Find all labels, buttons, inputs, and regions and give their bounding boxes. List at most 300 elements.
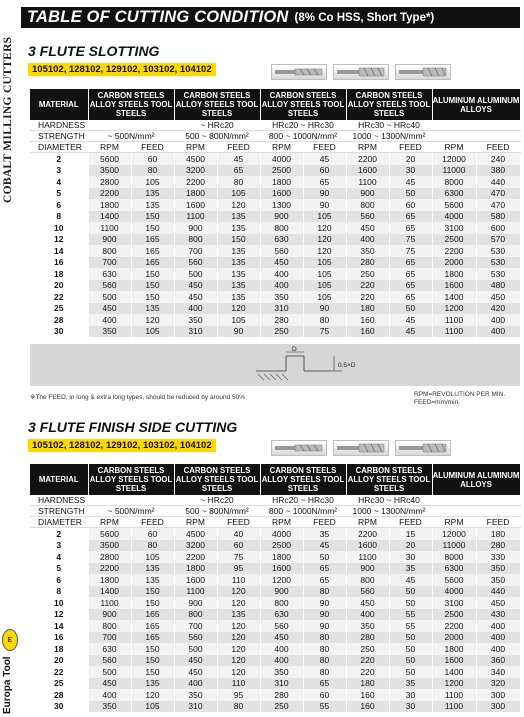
rpm-header: RPM [346, 142, 389, 153]
rpm-cell: 450 [346, 597, 389, 609]
feed-cell: 105 [217, 314, 260, 326]
rpm-cell: 280 [346, 632, 389, 644]
rpm-cell: 220 [346, 291, 389, 303]
strength-value: 800 ~ 1000N/mm² [260, 131, 346, 142]
diameter-cell: 3 [30, 540, 88, 552]
feed-cell: 50 [389, 303, 432, 315]
table-row [30, 609, 520, 621]
feed-cell: 165 [131, 245, 174, 257]
finish-data-rows [30, 528, 520, 713]
feed-cell: 60 [131, 528, 174, 540]
feed-cell: 15 [389, 528, 432, 540]
table-row [30, 188, 520, 200]
feed-header: FEED [131, 517, 174, 528]
feed-cell: 75 [389, 234, 432, 246]
rpm-cell: 4500 [174, 153, 217, 165]
feed-cell: 90 [217, 326, 260, 338]
feed-cell: 105 [303, 280, 346, 292]
diameter-cell: 2 [30, 528, 88, 540]
rpm-cell: 310 [260, 678, 303, 690]
feed-cell: 105 [131, 176, 174, 188]
feed-cell: 105 [303, 257, 346, 269]
rpm-cell: 560 [346, 586, 389, 598]
end-mill-icon [333, 440, 389, 456]
rpm-cell: 11000 [432, 165, 476, 177]
rpm-cell: 450 [346, 222, 389, 234]
table-row [30, 563, 520, 575]
rpm-cell: 1400 [432, 666, 476, 678]
material-header: MATERIAL [30, 89, 88, 120]
banner-subtitle: (8% Co HSS, Short Type*) [294, 11, 435, 24]
feed-cell: 400 [476, 326, 520, 338]
feed-cell: 165 [131, 234, 174, 246]
diameter-cell: 18 [30, 268, 88, 280]
rpm-cell: 310 [260, 303, 303, 315]
rpm-cell: 400 [260, 643, 303, 655]
feed-cell: 600 [476, 222, 520, 234]
hardness-value: HRc30 ~ HRc40 [346, 120, 432, 131]
feed-cell: 300 [476, 689, 520, 701]
rpm-cell: 1400 [432, 291, 476, 303]
rpm-cell: 3200 [174, 540, 217, 552]
diameter-cell: 6 [30, 199, 88, 211]
table-row [30, 666, 520, 678]
feed-cell: 50 [389, 597, 432, 609]
rpm-cell: 800 [346, 574, 389, 586]
feed-cell: 45 [389, 314, 432, 326]
rpm-cell: 160 [346, 689, 389, 701]
rpm-cell: 2800 [88, 551, 131, 563]
finish-tool-images [271, 440, 451, 456]
feed-cell: 75 [217, 551, 260, 563]
rpm-cell: 400 [346, 609, 389, 621]
rpm-cell: 1400 [88, 211, 131, 223]
side-title: COBALT MILLING CUTTERS [2, 36, 14, 204]
material-column-header: CARBON STEELS ALLOY STEELS TOOL STEELS [175, 466, 259, 493]
rpm-header: RPM [174, 517, 217, 528]
rpm-cell: 1400 [88, 586, 131, 598]
feed-cell: 30 [389, 689, 432, 701]
feed-cell: 120 [217, 620, 260, 632]
rpm-cell: 160 [346, 701, 389, 713]
feed-header: FEED [131, 142, 174, 153]
rpm-cell: 1600 [174, 574, 217, 586]
rpm-cell: 400 [260, 655, 303, 667]
rpm-cell: 2000 [432, 632, 476, 644]
rpm-header: RPM [260, 517, 303, 528]
rpm-cell: 400 [260, 268, 303, 280]
diameter-label: DIAMETER [30, 142, 88, 153]
feed-cell: 60 [217, 540, 260, 552]
table-row [30, 211, 520, 223]
hardness-label: HARDNESS [30, 495, 88, 506]
feed-cell: 50 [389, 586, 432, 598]
feed-cell: 65 [389, 280, 432, 292]
feed-cell: 105 [217, 188, 260, 200]
rpm-cell: 220 [346, 280, 389, 292]
feed-header: FEED [476, 517, 520, 528]
feed-cell: 135 [217, 245, 260, 257]
feed-cell: 135 [217, 291, 260, 303]
rpm-cell: 630 [260, 609, 303, 621]
diameter-cell: 25 [30, 678, 88, 690]
feed-note: FEED=mm/min. [414, 399, 461, 406]
feed-cell: 120 [131, 689, 174, 701]
table-row [30, 528, 520, 540]
feed-cell: 120 [217, 199, 260, 211]
feed-cell: 320 [476, 678, 520, 690]
brand-name: Europa Tool [2, 656, 13, 714]
rpm-cell: 310 [174, 326, 217, 338]
feed-cell: 65 [303, 176, 346, 188]
rpm-header: RPM [432, 142, 476, 153]
feed-cell: 120 [131, 314, 174, 326]
feed-cell: 350 [476, 563, 520, 575]
feed-cell: 400 [476, 620, 520, 632]
rpm-cell: 450 [174, 280, 217, 292]
rpm-cell: 900 [88, 234, 131, 246]
feed-cell: 65 [389, 291, 432, 303]
rpm-cell: 900 [174, 222, 217, 234]
finish-section-header [28, 419, 237, 453]
rpm-header: RPM [174, 142, 217, 153]
feed-cell: 330 [476, 551, 520, 563]
material-column-header: CARBON STEELS ALLOY STEELS TOOL STEELS [261, 91, 345, 118]
end-mill-icon [271, 64, 327, 80]
diameter-cell: 4 [30, 551, 88, 563]
feed-cell: 80 [303, 643, 346, 655]
rpm-cell: 1600 [432, 655, 476, 667]
feed-cell: 420 [476, 303, 520, 315]
hardness-value: HRc20 ~ HRc30 [260, 120, 346, 131]
feed-cell: 105 [303, 211, 346, 223]
table-row [30, 234, 520, 246]
table-row [30, 632, 520, 644]
feed-cell: 240 [476, 153, 520, 165]
diameter-cell: 3 [30, 165, 88, 177]
feed-cell: 135 [131, 199, 174, 211]
feed-cell: 440 [476, 586, 520, 598]
rpm-cell: 2500 [260, 165, 303, 177]
rpm-cell: 160 [346, 326, 389, 338]
rpm-cell: 1200 [432, 678, 476, 690]
diameter-cell: 8 [30, 586, 88, 598]
diameter-label: DIAMETER [30, 517, 88, 528]
strength-value: 1000 ~ 1300N/mm² [346, 506, 432, 517]
feed-cell: 180 [476, 528, 520, 540]
rpm-cell: 1100 [174, 586, 217, 598]
feed-cell: 90 [303, 303, 346, 315]
rpm-cell: 220 [346, 655, 389, 667]
table-row [30, 540, 520, 552]
feed-reduction-note: ※The FEED, in long & extra long types, should be reduced by around 50% [30, 394, 246, 401]
brand-logo-icon: E [2, 629, 18, 651]
rpm-cell: 1300 [260, 199, 303, 211]
hardness-value [88, 120, 174, 131]
hardness-value [432, 120, 520, 131]
rpm-cell: 700 [88, 257, 131, 269]
feed-cell: 95 [217, 563, 260, 575]
rpm-cell: 700 [174, 245, 217, 257]
rpm-cell: 1600 [260, 563, 303, 575]
feed-cell: 150 [131, 655, 174, 667]
rpm-cell: 12000 [432, 528, 476, 540]
rpm-cell: 500 [88, 291, 131, 303]
slotting-diagram [30, 344, 520, 386]
feed-cell: 65 [303, 563, 346, 575]
table-row [30, 655, 520, 667]
table-row [30, 678, 520, 690]
feed-cell: 120 [217, 643, 260, 655]
feed-cell: 165 [131, 632, 174, 644]
rpm-cell: 450 [88, 678, 131, 690]
rpm-cell: 350 [260, 666, 303, 678]
rpm-cell: 1800 [174, 563, 217, 575]
feed-cell: 120 [217, 666, 260, 678]
rpm-cell: 630 [88, 268, 131, 280]
material-column-header: CARBON STEELS ALLOY STEELS TOOL STEELS [175, 91, 259, 118]
feed-cell: 165 [131, 620, 174, 632]
rpm-cell: 900 [88, 609, 131, 621]
rpm-cell: 560 [88, 655, 131, 667]
material-column-header: ALUMINUM ALUMINUM ALLOYS [432, 464, 520, 495]
table-row [30, 701, 520, 713]
feed-cell: 105 [303, 268, 346, 280]
feed-cell: 150 [217, 234, 260, 246]
banner-title: TABLE OF CUTTING CONDITION [27, 8, 289, 26]
rpm-cell: 400 [260, 280, 303, 292]
feed-cell: 35 [303, 528, 346, 540]
diameter-cell: 18 [30, 643, 88, 655]
material-column-header: CARBON STEELS ALLOY STEELS TOOL STEELS [89, 91, 173, 118]
rpm-cell: 560 [174, 632, 217, 644]
feed-cell: 45 [303, 540, 346, 552]
rpm-cell: 800 [174, 234, 217, 246]
rpm-cell: 3100 [432, 597, 476, 609]
feed-cell: 105 [131, 326, 174, 338]
feed-cell: 450 [476, 597, 520, 609]
rpm-cell: 1800 [88, 199, 131, 211]
rpm-cell: 12000 [432, 153, 476, 165]
feed-cell: 135 [217, 257, 260, 269]
feed-cell: 135 [217, 280, 260, 292]
feed-cell: 80 [303, 655, 346, 667]
table-row [30, 326, 520, 338]
strength-value: 500 ~ 800N/mm² [174, 506, 260, 517]
feed-cell: 135 [131, 678, 174, 690]
rpm-cell: 4000 [260, 153, 303, 165]
rpm-cell: 250 [260, 701, 303, 713]
diameter-cell: 5 [30, 563, 88, 575]
table-row [30, 291, 520, 303]
feed-cell: 470 [476, 199, 520, 211]
table-row [30, 689, 520, 701]
rpm-cell: 350 [88, 701, 131, 713]
feed-cell: 90 [303, 609, 346, 621]
feed-cell: 105 [303, 291, 346, 303]
rpm-cell: 250 [346, 268, 389, 280]
diameter-cell: 2 [30, 153, 88, 165]
feed-cell: 35 [389, 678, 432, 690]
rpm-cell: 4000 [260, 528, 303, 540]
rpm-cell: 400 [346, 234, 389, 246]
feed-cell: 110 [217, 678, 260, 690]
diameter-cell: 14 [30, 620, 88, 632]
feed-cell: 150 [131, 268, 174, 280]
diameter-cell: 16 [30, 257, 88, 269]
rpm-cell: 2500 [432, 234, 476, 246]
feed-cell: 40 [217, 528, 260, 540]
rpm-cell: 350 [346, 620, 389, 632]
feed-cell: 580 [476, 211, 520, 223]
feed-cell: 300 [476, 701, 520, 713]
feed-cell: 90 [303, 620, 346, 632]
rpm-cell: 1800 [432, 268, 476, 280]
rpm-cell: 1600 [346, 165, 389, 177]
feed-cell: 65 [389, 268, 432, 280]
feed-cell: 430 [476, 609, 520, 621]
feed-cell: 95 [217, 689, 260, 701]
material-column-header: CARBON STEELS ALLOY STEELS TOOL STEELS [347, 466, 431, 493]
feed-cell: 35 [389, 563, 432, 575]
diagram-d-label: D [292, 346, 297, 353]
rpm-cell: 1800 [432, 643, 476, 655]
rpm-cell: 1100 [432, 689, 476, 701]
feed-cell: 440 [476, 176, 520, 188]
end-mill-icon [395, 64, 451, 80]
finish-table [30, 464, 521, 712]
material-column-header: CARBON STEELS ALLOY STEELS TOOL STEELS [347, 91, 431, 118]
feed-cell: 75 [389, 245, 432, 257]
strength-label: STRENGTH [30, 506, 88, 517]
feed-cell: 470 [476, 188, 520, 200]
rpm-cell: 350 [174, 689, 217, 701]
table-row [30, 199, 520, 211]
hardness-value: ~ HRc20 [174, 120, 260, 131]
rpm-cell: 350 [260, 291, 303, 303]
diameter-cell: 10 [30, 597, 88, 609]
rpm-cell: 2800 [88, 176, 131, 188]
rpm-cell: 11000 [432, 540, 476, 552]
rpm-cell: 3100 [432, 222, 476, 234]
rpm-cell: 400 [174, 678, 217, 690]
material-column-header: CARBON STEELS ALLOY STEELS TOOL STEELS [261, 466, 345, 493]
feed-cell: 65 [389, 222, 432, 234]
feed-cell: 530 [476, 268, 520, 280]
feed-cell: 340 [476, 666, 520, 678]
feed-cell: 45 [389, 574, 432, 586]
rpm-cell: 250 [346, 643, 389, 655]
rpm-cell: 900 [260, 211, 303, 223]
strength-value: 800 ~ 1000N/mm² [260, 506, 346, 517]
rpm-cell: 900 [174, 597, 217, 609]
rpm-cell: 900 [260, 586, 303, 598]
diameter-cell: 22 [30, 666, 88, 678]
hardness-value: HRc20 ~ HRc30 [260, 495, 346, 506]
feed-cell: 50 [389, 188, 432, 200]
table-row [30, 165, 520, 177]
rpm-cell: 700 [88, 632, 131, 644]
rpm-cell: 400 [88, 689, 131, 701]
rpm-cell: 8000 [432, 551, 476, 563]
rpm-cell: 6300 [432, 563, 476, 575]
rpm-cell: 310 [174, 701, 217, 713]
rpm-cell: 450 [174, 291, 217, 303]
feed-cell: 65 [303, 678, 346, 690]
rpm-cell: 800 [346, 199, 389, 211]
rpm-cell: 220 [346, 666, 389, 678]
strength-label: STRENGTH [30, 131, 88, 142]
diameter-cell: 28 [30, 314, 88, 326]
end-mill-icon [333, 64, 389, 80]
feed-cell: 105 [131, 701, 174, 713]
feed-cell: 80 [131, 165, 174, 177]
diameter-cell: 20 [30, 280, 88, 292]
feed-cell: 150 [131, 211, 174, 223]
slotting-section-header [28, 43, 216, 77]
rpm-cell: 700 [174, 620, 217, 632]
feed-cell: 50 [389, 655, 432, 667]
table-row [30, 268, 520, 280]
feed-cell: 120 [303, 245, 346, 257]
rpm-cell: 1100 [88, 222, 131, 234]
slotting-table [30, 89, 521, 337]
feed-header: FEED [389, 142, 432, 153]
feed-header: FEED [303, 142, 346, 153]
table-row [30, 551, 520, 563]
rpm-cell: 450 [260, 632, 303, 644]
rpm-cell: 2200 [346, 153, 389, 165]
diameter-cell: 22 [30, 291, 88, 303]
rpm-cell: 800 [88, 245, 131, 257]
feed-cell: 150 [131, 666, 174, 678]
feed-header: FEED [389, 517, 432, 528]
strength-value [432, 506, 520, 517]
table-row [30, 314, 520, 326]
slotting-data-rows [30, 153, 520, 338]
feed-cell: 80 [303, 586, 346, 598]
feed-cell: 120 [217, 655, 260, 667]
feed-cell: 45 [389, 326, 432, 338]
rpm-cell: 630 [260, 234, 303, 246]
rpm-cell: 3500 [88, 165, 131, 177]
slotting-codes: 105102, 128102, 129102, 103102, 104102 [28, 63, 216, 76]
diameter-cell: 30 [30, 701, 88, 713]
feed-cell: 20 [389, 153, 432, 165]
feed-cell: 360 [476, 655, 520, 667]
rpm-cell: 2200 [88, 563, 131, 575]
rpm-cell: 280 [260, 689, 303, 701]
page-banner [21, 7, 520, 28]
feed-cell: 120 [303, 222, 346, 234]
strength-value: ~ 500N/mm² [88, 506, 174, 517]
feed-cell: 50 [389, 643, 432, 655]
feed-cell: 80 [303, 314, 346, 326]
rpm-cell: 4000 [432, 586, 476, 598]
feed-cell: 80 [217, 701, 260, 713]
rpm-cell: 160 [346, 314, 389, 326]
material-column-header: ALUMINUM ALUMINUM ALLOYS [432, 89, 520, 120]
rpm-cell: 1100 [432, 326, 476, 338]
strength-value: 500 ~ 800N/mm² [174, 131, 260, 142]
feed-cell: 280 [476, 540, 520, 552]
rpm-cell: 560 [346, 211, 389, 223]
rpm-header: RPM [346, 517, 389, 528]
feed-cell: 110 [217, 574, 260, 586]
diameter-cell: 28 [30, 689, 88, 701]
diameter-cell: 8 [30, 211, 88, 223]
feed-cell: 400 [476, 314, 520, 326]
